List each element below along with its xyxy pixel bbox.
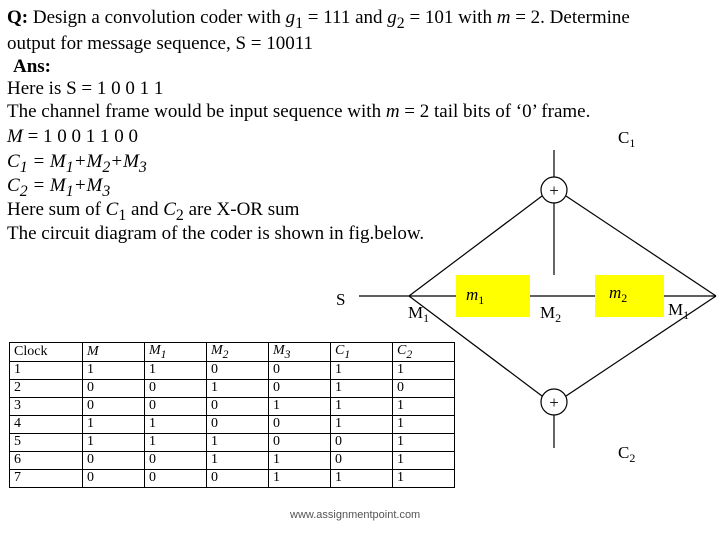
table-cell: 1 — [393, 469, 455, 487]
table-body — [10, 361, 455, 487]
table-row — [10, 415, 455, 433]
table-cell: 0 — [207, 469, 269, 487]
table-cell: 1 — [331, 379, 393, 397]
table-cell: 1 — [83, 415, 145, 433]
table-cell: 1 — [331, 397, 393, 415]
table-cell: 0 — [145, 469, 207, 487]
table-cell: 0 — [331, 433, 393, 451]
table-cell: 1 — [331, 469, 393, 487]
table-header-cell: $M_1$ — [145, 343, 207, 362]
table-cell: 4 — [10, 415, 83, 433]
table-cell: 0 — [269, 433, 331, 451]
table-cell: 0 — [269, 415, 331, 433]
table-cell: 0 — [145, 379, 207, 397]
question-line-2: output for message sequence, S = 10011 — [7, 33, 314, 54]
table-cell: 1 — [393, 433, 455, 451]
table-row — [10, 433, 455, 451]
table-row — [10, 451, 455, 469]
table-cell: 1 — [83, 361, 145, 379]
table-cell: 1 — [269, 469, 331, 487]
table-header-cell: Clock — [10, 343, 83, 362]
adder-c1-plus: + — [549, 181, 559, 200]
m1-right-label: $M_1$ — [668, 300, 690, 322]
xor-sum-line: Here sum of $C_1$ and $C_2$ are X-OR sum — [7, 199, 300, 224]
table-header-cell: $C_1$ — [331, 343, 393, 362]
table-cell: 0 — [269, 361, 331, 379]
table-cell: 0 — [145, 397, 207, 415]
table-cell: 1 — [83, 433, 145, 451]
table-cell: 1 — [269, 451, 331, 469]
table-cell: 3 — [10, 397, 83, 415]
table-header-cell: $M_2$ — [207, 343, 269, 362]
m1-node-label: $M_1$ — [408, 303, 430, 325]
table-header-cell: $M_3$ — [269, 343, 331, 362]
table-cell: 1 — [10, 361, 83, 379]
table-cell: 0 — [83, 379, 145, 397]
c2-output-label: $C_2$ — [618, 443, 636, 465]
clock-state-table — [9, 342, 455, 488]
channel-frame-line: The channel frame would be input sequence with m = 2 tail bits of ‘0’ frame. — [7, 101, 591, 122]
table-cell: 0 — [207, 361, 269, 379]
table-cell: 0 — [207, 415, 269, 433]
question-label: Q: — [7, 7, 29, 28]
table-cell: 1 — [331, 415, 393, 433]
table-cell: 2 — [10, 379, 83, 397]
message-sequence-line: M = 1 0 0 1 1 0 0 — [7, 126, 139, 147]
answer-sequence-line: Here is S = 1 0 0 1 1 — [7, 78, 164, 99]
answer-label: Ans: — [13, 56, 52, 77]
table-cell: 1 — [207, 379, 269, 397]
memory-box-m2 — [595, 275, 664, 317]
table-row — [10, 469, 455, 487]
input-s-label: S — [336, 290, 346, 309]
table-header-row — [10, 343, 455, 362]
website-watermark: www.assignmentpoint.com — [290, 509, 421, 521]
table-row — [10, 361, 455, 379]
table-cell: 1 — [393, 361, 455, 379]
m2-node-label: $M_2$ — [540, 303, 562, 325]
table-cell: 7 — [10, 469, 83, 487]
table-row — [10, 397, 455, 415]
c2-equation: $C_2 = M_1+M_3$ — [7, 175, 111, 200]
question-line-1: Q: Design a convolution coder with $g_1 = 111$ and $g_2 = 101$ with m = 2. Determine — [7, 7, 630, 32]
table-cell: 1 — [145, 361, 207, 379]
c1-output-label: $C_1$ — [618, 128, 636, 150]
table-cell: 1 — [207, 451, 269, 469]
circuit-description-line: The circuit diagram of the coder is shown in fig.below. — [7, 223, 425, 244]
memory-m1-label: $m_1$ — [466, 285, 485, 307]
table-header-cell: $C_2$ — [393, 343, 455, 362]
table-cell: 1 — [393, 397, 455, 415]
memory-m2-label: $m_2$ — [609, 283, 628, 305]
table-cell: 5 — [10, 433, 83, 451]
table-cell: 1 — [393, 415, 455, 433]
table-cell: 1 — [145, 433, 207, 451]
adder-c2-plus: + — [549, 393, 559, 412]
table-cell: 1 — [269, 397, 331, 415]
table-cell: 1 — [331, 361, 393, 379]
table-cell: 0 — [83, 451, 145, 469]
table-cell: 0 — [207, 397, 269, 415]
table-header-cell: M — [83, 343, 145, 362]
table-cell: 0 — [331, 451, 393, 469]
table-cell: 1 — [207, 433, 269, 451]
table-cell: 1 — [393, 451, 455, 469]
c1-equation: $C_1 = M_1+M_2+M_3$ — [7, 151, 147, 176]
table-cell: 1 — [145, 415, 207, 433]
table-cell: 6 — [10, 451, 83, 469]
table-cell: 0 — [269, 379, 331, 397]
table-row — [10, 379, 455, 397]
table-cell: 0 — [83, 469, 145, 487]
table-cell: 0 — [145, 451, 207, 469]
table-cell: 0 — [83, 397, 145, 415]
table-cell: 0 — [393, 379, 455, 397]
